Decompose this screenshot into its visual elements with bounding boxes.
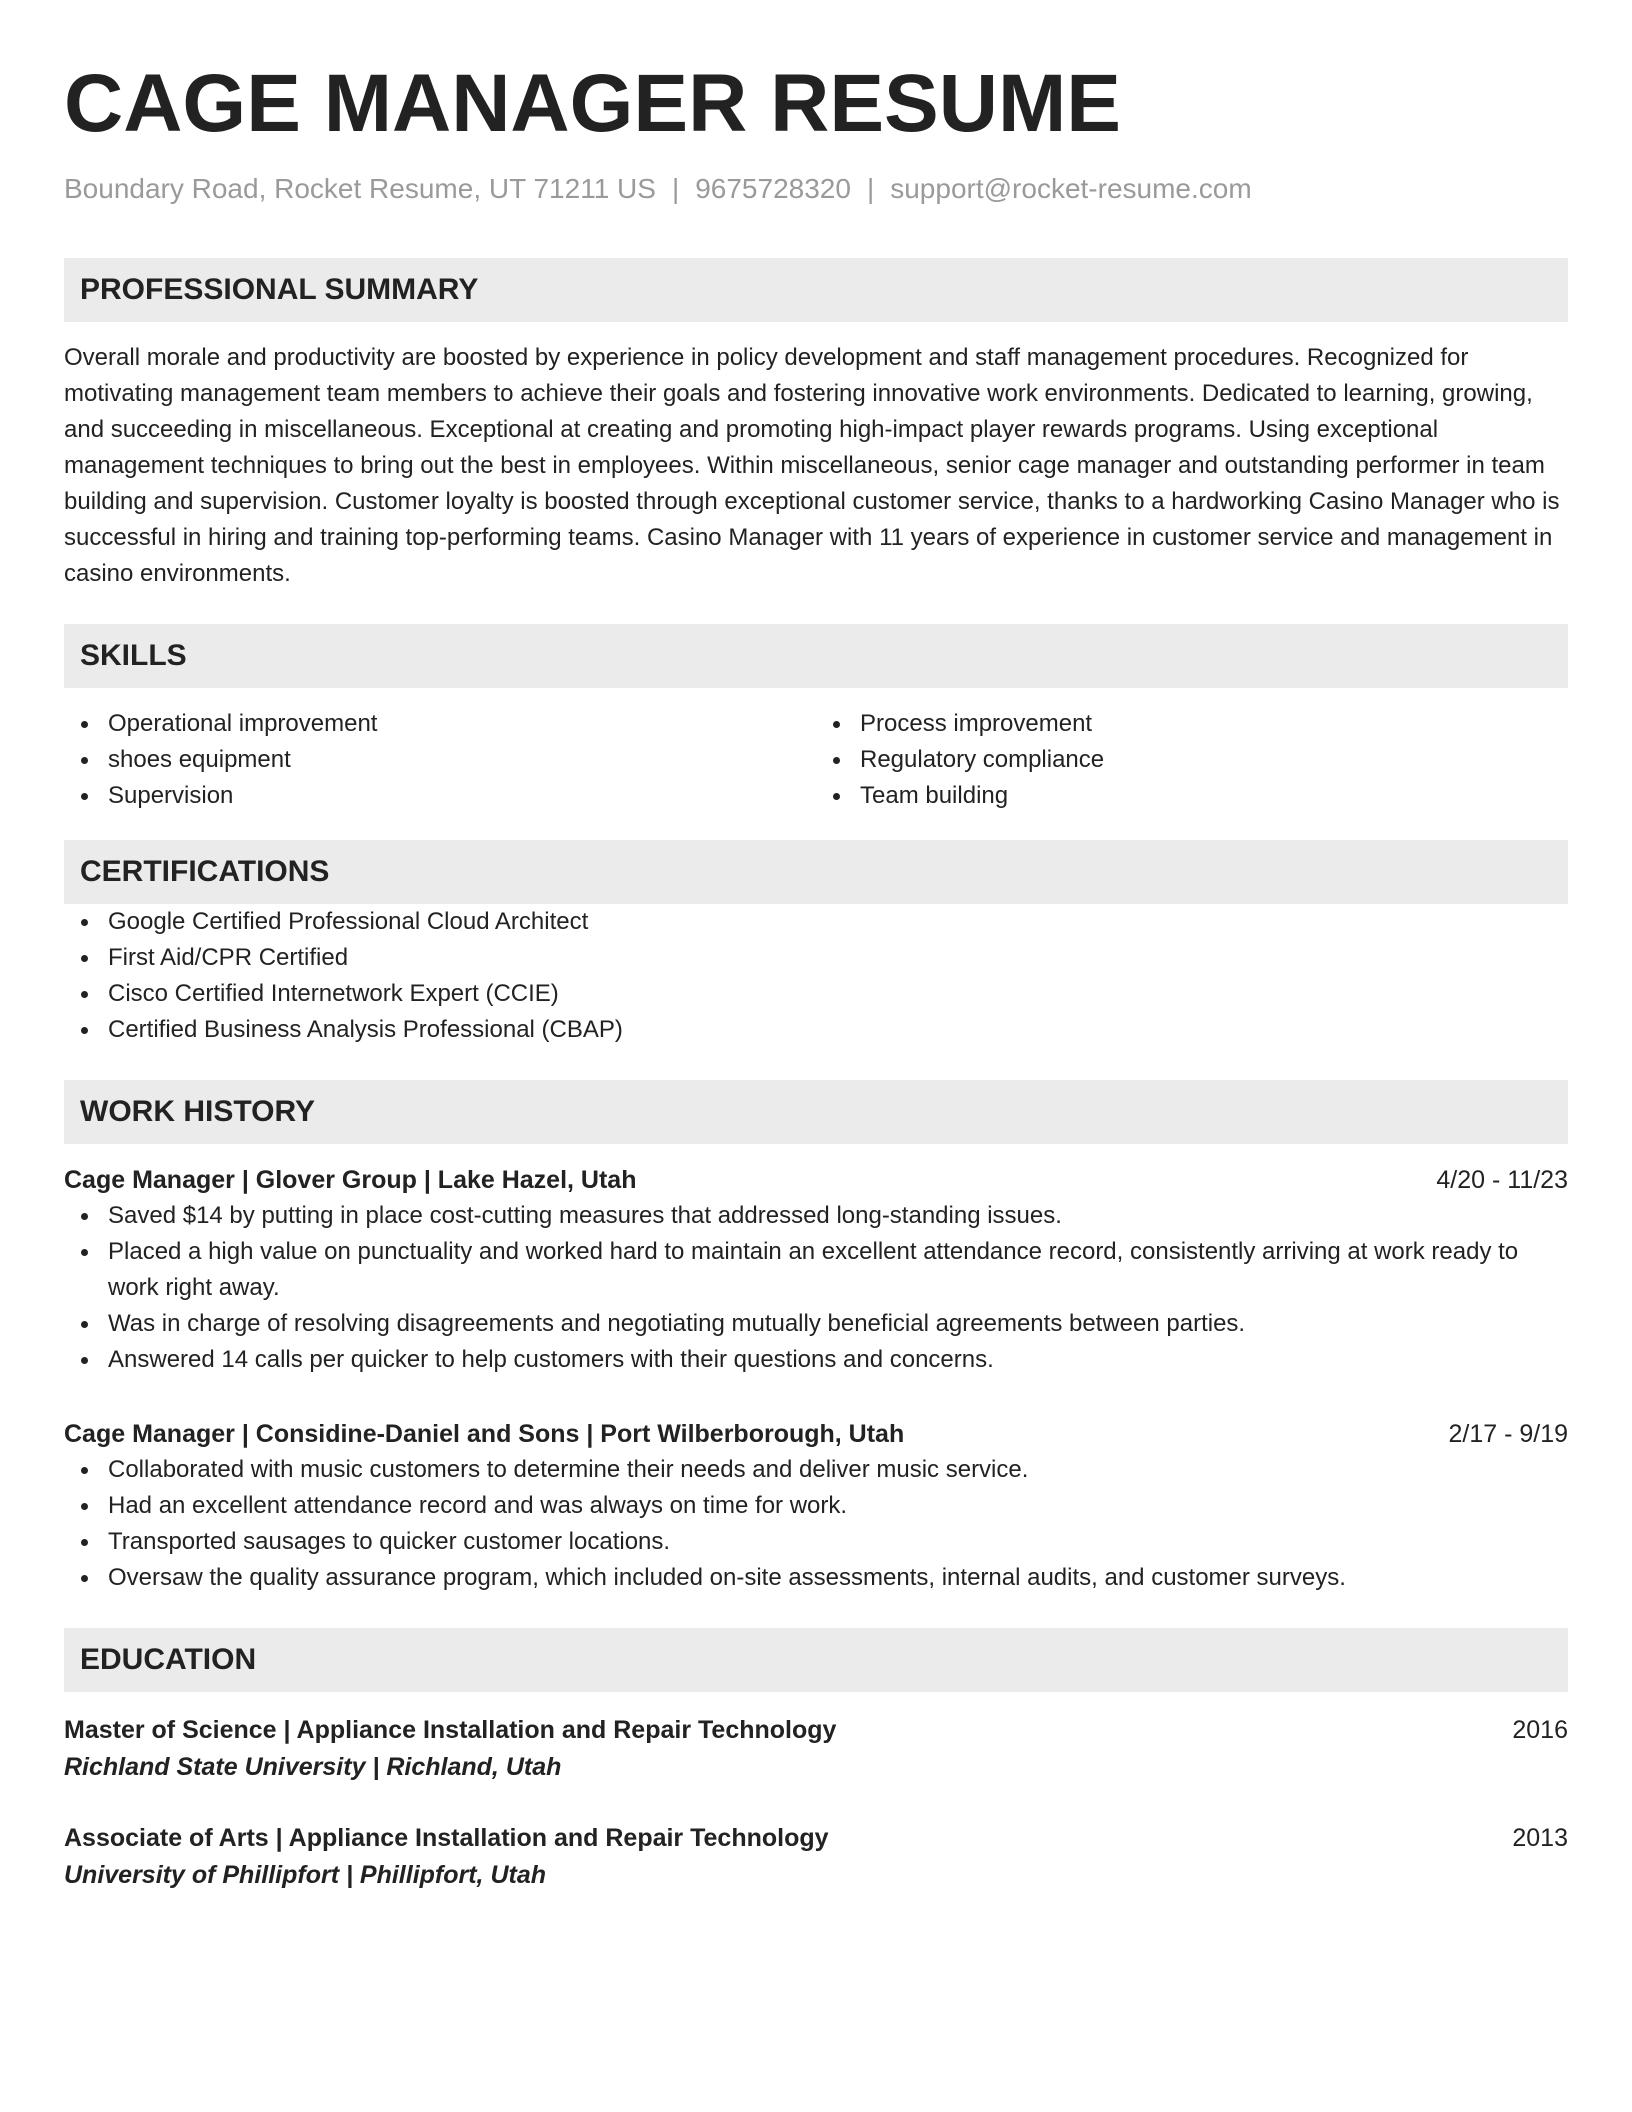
job-title: Cage Manager | Glover Group | Lake Hazel, Utah <box>64 1166 637 1194</box>
job-bullets <box>64 1452 1568 1596</box>
education-year: 2013 <box>1512 1824 1568 1852</box>
skill-item: Process improvement <box>816 706 1568 742</box>
skills-column-right <box>816 706 1568 814</box>
job-entry <box>64 1416 1568 1596</box>
contact-separator: | <box>866 173 875 204</box>
skill-item: Operational improvement <box>64 706 816 742</box>
section-header-skills: SKILLS <box>64 624 1568 688</box>
job-bullets <box>64 1198 1568 1378</box>
job-bullet: Collaborated with music customers to determine their needs and deliver music service. <box>64 1452 1568 1488</box>
job-bullet: Answered 14 calls per quicker to help customers with their questions and concerns. <box>64 1342 1568 1378</box>
section-header-summary: PROFESSIONAL SUMMARY <box>64 258 1568 322</box>
job-bullet: Oversaw the quality assurance program, which included on-site assessments, internal audits, and customer surveys. <box>64 1560 1568 1596</box>
skill-item: Team building <box>816 778 1568 814</box>
resume-title: CAGE MANAGER RESUME <box>64 58 1121 149</box>
certification-item: Cisco Certified Internetwork Expert (CCIE) <box>64 976 1568 1012</box>
job-bullet: Placed a high value on punctuality and worked hard to maintain an excellent attendance record, consistently arriving at work ready to work right away. <box>64 1234 1568 1306</box>
certification-item: Certified Business Analysis Professional (CBAP) <box>64 1012 1568 1048</box>
certifications-list <box>64 904 1568 1048</box>
skill-item: Regulatory compliance <box>816 742 1568 778</box>
job-header <box>64 1162 1568 1198</box>
job-bullet: Transported sausages to quicker customer locations. <box>64 1524 1568 1560</box>
section-header-certifications: CERTIFICATIONS <box>64 840 1568 904</box>
skill-item: Supervision <box>64 778 816 814</box>
job-header <box>64 1416 1568 1452</box>
education-degree: Associate of Arts | Appliance Installation and Repair Technology <box>64 1824 829 1852</box>
job-bullet: Had an excellent attendance record and was always on time for work. <box>64 1488 1568 1524</box>
section-header-work-history: WORK HISTORY <box>64 1080 1568 1144</box>
job-dates: 2/17 - 9/19 <box>1448 1420 1568 1448</box>
contact-separator: | <box>671 173 680 204</box>
education-school: Richland State University | Richland, Utah <box>64 1753 562 1781</box>
skills-column-left <box>64 706 816 814</box>
education-header <box>64 1712 1568 1748</box>
education-degree: Master of Science | Appliance Installation and Repair Technology <box>64 1716 837 1744</box>
job-bullet: Was in charge of resolving disagreements and negotiating mutually beneficial agreements between parties. <box>64 1306 1568 1342</box>
job-entry <box>64 1162 1568 1378</box>
certification-item: First Aid/CPR Certified <box>64 940 1568 976</box>
summary-text: Overall morale and productivity are boosted by experience in policy development and staff management procedures. Recognized for motivating management team members to achieve their goals and fostering innovative work environments. Dedicated to learning, growing, and succeeding in miscellaneous. Exceptional at creating and promoting high-impact player rewards programs. Using exceptional management techniques to bring out the best in employees. Within miscellaneous, senior cage manager and outstanding performer in team building and supervision. Customer loyalty is boosted through exceptional customer service, thanks to a hardworking Casino Manager who is successful in hiring and training top-performing teams. Casino Manager with 11 years of experience in customer service and management in casino environments. <box>64 344 1560 587</box>
skills-grid <box>64 706 1568 814</box>
job-dates: 4/20 - 11/23 <box>1436 1166 1568 1194</box>
contact-address: Boundary Road, Rocket Resume, UT 71211 US <box>64 173 656 204</box>
job-title: Cage Manager | Considine-Daniel and Sons | Port Wilberborough, Utah <box>64 1420 905 1448</box>
section-header-education: EDUCATION <box>64 1628 1568 1692</box>
education-entry <box>64 1712 1568 1786</box>
skill-item: shoes equipment <box>64 742 816 778</box>
education-entry <box>64 1820 1568 1894</box>
education-school: University of Phillipfort | Phillipfort, Utah <box>64 1861 547 1889</box>
job-bullet: Saved $14 by putting in place cost-cutting measures that addressed long-standing issues. <box>64 1198 1568 1234</box>
contact-phone: 9675728320 <box>695 173 851 204</box>
education-year: 2016 <box>1512 1716 1568 1744</box>
contact-line <box>64 172 1568 206</box>
contact-email: support@rocket-resume.com <box>890 173 1252 204</box>
education-header <box>64 1820 1568 1856</box>
certification-item: Google Certified Professional Cloud Architect <box>64 904 1568 940</box>
